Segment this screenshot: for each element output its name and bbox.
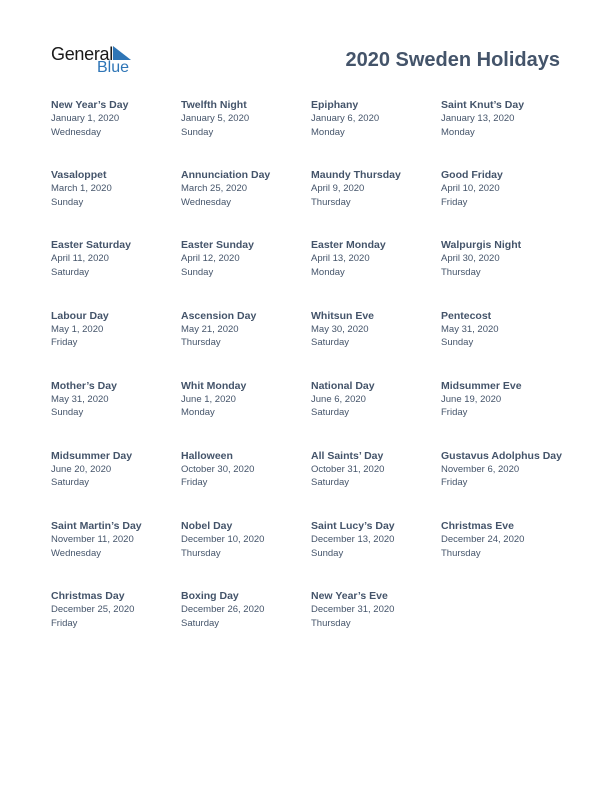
holiday-name: Labour Day xyxy=(51,309,109,322)
holiday-date: April 10, 2020 xyxy=(441,183,500,195)
holiday-weekday: Sunday xyxy=(181,126,214,138)
holiday-date: November 11, 2020 xyxy=(51,534,134,546)
holiday-weekday: Thursday xyxy=(441,547,481,559)
holiday-name: Nobel Day xyxy=(181,520,233,533)
holiday-item xyxy=(311,98,441,168)
holiday-item xyxy=(311,309,441,379)
holiday-name: Whit Monday xyxy=(181,379,247,392)
holiday-name: Good Friday xyxy=(441,169,503,182)
holiday-weekday: Wednesday xyxy=(51,547,101,559)
holiday-name: Pentecost xyxy=(441,309,492,322)
holiday-name: Gustavus Adolphus Day xyxy=(441,449,562,462)
holiday-date: January 1, 2020 xyxy=(51,113,120,124)
holiday-weekday: Saturday xyxy=(181,617,220,629)
holiday-weekday: Thursday xyxy=(311,617,351,629)
holiday-item xyxy=(51,519,181,589)
holiday-date: December 31, 2020 xyxy=(311,604,395,616)
holiday-date: December 10, 2020 xyxy=(181,534,265,546)
holiday-name: Ascension Day xyxy=(181,309,257,322)
holiday-date: October 31, 2020 xyxy=(311,463,385,475)
holiday-weekday: Friday xyxy=(441,477,468,489)
holiday-name: Easter Saturday xyxy=(51,239,131,252)
holiday-name: Midsummer Eve xyxy=(441,379,522,392)
holiday-item xyxy=(441,98,581,168)
holiday-weekday: Saturday xyxy=(311,337,350,349)
holiday-weekday: Saturday xyxy=(311,407,350,419)
holiday-date: October 30, 2020 xyxy=(181,463,255,475)
holiday-name: Whitsun Eve xyxy=(311,309,375,322)
holiday-item xyxy=(441,238,581,308)
holiday-weekday: Sunday xyxy=(311,547,344,559)
holiday-weekday: Monday xyxy=(441,126,475,138)
holiday-name: National Day xyxy=(311,379,375,392)
holiday-name: Twelfth Night xyxy=(181,99,247,111)
holiday-item xyxy=(181,519,311,589)
holiday-name: Epiphany xyxy=(311,99,359,111)
holiday-item xyxy=(51,238,181,308)
holiday-date: March 1, 2020 xyxy=(51,183,112,195)
holiday-item xyxy=(311,519,441,589)
holiday-grid xyxy=(51,98,581,660)
holiday-item xyxy=(311,589,441,659)
holiday-name: Boxing Day xyxy=(181,590,239,603)
holiday-date: December 25, 2020 xyxy=(51,604,135,616)
holiday-name: Mother’s Day xyxy=(51,379,117,392)
holiday-name: Midsummer Day xyxy=(51,449,133,462)
holiday-name: Easter Sunday xyxy=(181,239,254,252)
holiday-name: All Saints’ Day xyxy=(311,449,384,462)
holiday-name: New Year’s Day xyxy=(51,99,129,111)
holiday-weekday: Saturday xyxy=(51,477,90,489)
holiday-date: May 30, 2020 xyxy=(311,323,369,335)
holiday-date: November 6, 2020 xyxy=(441,463,520,475)
holiday-weekday: Sunday xyxy=(51,196,84,208)
holiday-date: January 13, 2020 xyxy=(441,113,515,124)
holiday-name: Easter Monday xyxy=(311,239,386,252)
holiday-weekday: Friday xyxy=(441,407,468,419)
holiday-weekday: Saturday xyxy=(311,477,350,489)
holiday-name: Saint Knut’s Day xyxy=(441,99,525,111)
holiday-item xyxy=(51,98,181,168)
holiday-weekday: Thursday xyxy=(441,266,481,278)
holiday-weekday: Friday xyxy=(441,196,468,208)
logo-word-general: General xyxy=(51,44,113,64)
holiday-item xyxy=(51,379,181,449)
holiday-weekday: Sunday xyxy=(181,266,214,278)
holiday-item xyxy=(51,589,181,659)
holiday-weekday: Wednesday xyxy=(181,196,231,208)
holiday-date: April 12, 2020 xyxy=(181,253,240,265)
holiday-date: June 1, 2020 xyxy=(181,393,236,405)
holiday-name: Christmas Day xyxy=(51,590,125,603)
holiday-date: March 25, 2020 xyxy=(181,183,248,195)
holiday-date: May 1, 2020 xyxy=(51,323,104,335)
logo-word-blue: Blue xyxy=(97,59,130,76)
holiday-weekday: Friday xyxy=(181,477,208,489)
holiday-item xyxy=(311,238,441,308)
holiday-name: Maundy Thursday xyxy=(311,169,401,182)
holiday-item xyxy=(441,449,581,519)
holiday-weekday: Wednesday xyxy=(51,126,101,138)
holiday-weekday: Friday xyxy=(51,617,78,629)
holiday-date: May 31, 2020 xyxy=(441,323,499,335)
holiday-date: December 13, 2020 xyxy=(311,534,395,546)
brand-logo xyxy=(51,44,141,78)
holiday-name: Christmas Eve xyxy=(441,520,514,533)
holiday-item xyxy=(181,449,311,519)
holiday-item xyxy=(181,589,311,659)
holiday-item xyxy=(441,519,581,589)
holiday-date: January 5, 2020 xyxy=(181,113,250,124)
page-title: 2020 Sweden Holidays xyxy=(345,49,560,71)
holiday-name: Halloween xyxy=(181,449,233,462)
holiday-name: Walpurgis Night xyxy=(441,239,522,252)
holiday-weekday: Sunday xyxy=(51,407,84,419)
holiday-item xyxy=(311,168,441,238)
holiday-weekday: Monday xyxy=(311,266,345,278)
holiday-date: June 6, 2020 xyxy=(311,393,366,405)
holiday-date: June 20, 2020 xyxy=(51,463,112,475)
holiday-name: Vasaloppet xyxy=(51,169,107,182)
holiday-item xyxy=(441,379,581,449)
holiday-date: April 9, 2020 xyxy=(311,183,365,195)
holiday-name: Saint Lucy’s Day xyxy=(311,520,395,533)
holiday-date: May 31, 2020 xyxy=(51,393,109,405)
holiday-weekday: Thursday xyxy=(181,337,221,349)
holiday-item xyxy=(311,379,441,449)
holiday-item xyxy=(181,98,311,168)
holiday-item xyxy=(51,168,181,238)
holiday-weekday: Sunday xyxy=(441,337,474,349)
holiday-item xyxy=(181,168,311,238)
holiday-weekday: Monday xyxy=(311,126,345,138)
holiday-item xyxy=(441,309,581,379)
holiday-date: May 21, 2020 xyxy=(181,323,239,335)
holiday-weekday: Monday xyxy=(181,407,215,419)
holiday-item xyxy=(311,449,441,519)
holiday-item xyxy=(181,238,311,308)
holiday-item xyxy=(51,309,181,379)
holiday-date: December 26, 2020 xyxy=(181,604,265,616)
holiday-weekday: Friday xyxy=(51,337,78,349)
holiday-weekday: Thursday xyxy=(181,547,221,559)
holiday-name: Annunciation Day xyxy=(181,169,271,182)
holiday-weekday: Saturday xyxy=(51,266,90,278)
holiday-item xyxy=(181,309,311,379)
holiday-item xyxy=(441,168,581,238)
holiday-item xyxy=(51,449,181,519)
holiday-name: Saint Martin’s Day xyxy=(51,520,142,533)
holiday-date: December 24, 2020 xyxy=(441,534,525,546)
holiday-item xyxy=(181,379,311,449)
holiday-name: New Year’s Eve xyxy=(311,590,388,603)
holiday-date: June 19, 2020 xyxy=(441,393,502,405)
holiday-date: April 13, 2020 xyxy=(311,253,370,265)
holiday-weekday: Thursday xyxy=(311,196,351,208)
holiday-date: April 11, 2020 xyxy=(51,253,109,265)
holiday-date: January 6, 2020 xyxy=(311,113,380,124)
holiday-date: April 30, 2020 xyxy=(441,253,500,265)
